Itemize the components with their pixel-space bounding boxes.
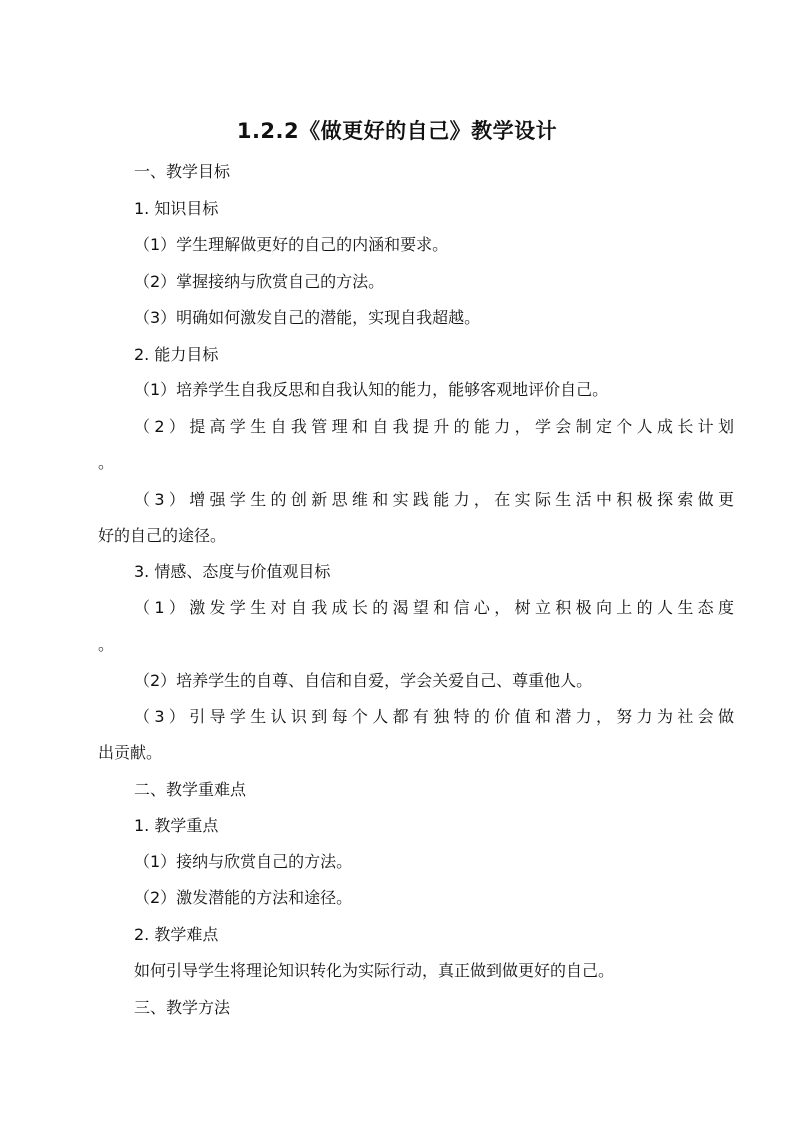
section-heading: 一、教学目标	[134, 162, 231, 181]
section-heading: 二、教学重难点	[134, 780, 247, 799]
paragraph-line: （2）激发潜能的方法和途径。	[134, 888, 353, 907]
subsection-heading: 3. 情感、态度与价值观目标	[134, 562, 331, 581]
paragraph-line: （1）培养学生自我反思和自我认知的能力，能够客观地评价自己。	[134, 380, 609, 399]
paragraph-line: （1）激发学生对自我成长的渴望和信心，树立积极向上的人生态度	[134, 598, 734, 617]
paragraph-line: （3）增强学生的创新思维和实践能力，在实际生活中积极探索做更	[134, 490, 734, 509]
paragraph-line: （1）接纳与欣赏自己的方法。	[134, 852, 353, 871]
paragraph-line: （3）引导学生认识到每个人都有独特的价值和潜力，努力为社会做	[134, 707, 734, 726]
paragraph-line: 。	[98, 635, 115, 654]
subsection-heading: 1. 知识目标	[134, 199, 219, 218]
subsection-heading: 2. 能力目标	[134, 345, 219, 364]
document-title: 1.2.2《做更好的自己》教学设计	[236, 119, 558, 143]
paragraph-line: 。	[98, 453, 115, 472]
paragraph-line: 出贡献。	[98, 743, 163, 762]
paragraph-line: （2）掌握接纳与欣赏自己的方法。	[134, 272, 385, 291]
paragraph-line: （2）培养学生的自尊、自信和自爱，学会关爱自己、尊重他人。	[134, 671, 593, 690]
paragraph-line: （1）学生理解做更好的自己的内涵和要求。	[134, 235, 449, 254]
paragraph-line: 好的自己的途径。	[98, 526, 227, 545]
paragraph-line: 如何引导学生将理论知识转化为实际行动，真正做到做更好的自己。	[134, 961, 615, 980]
subsection-heading: 1. 教学重点	[134, 816, 219, 835]
paragraph-line: （3）明确如何激发自己的潜能，实现自我超越。	[134, 308, 481, 327]
subsection-heading: 2. 教学难点	[134, 925, 219, 944]
section-heading: 三、教学方法	[134, 998, 231, 1017]
paragraph-line: （2）提高学生自我管理和自我提升的能力，学会制定个人成长计划	[134, 417, 734, 436]
